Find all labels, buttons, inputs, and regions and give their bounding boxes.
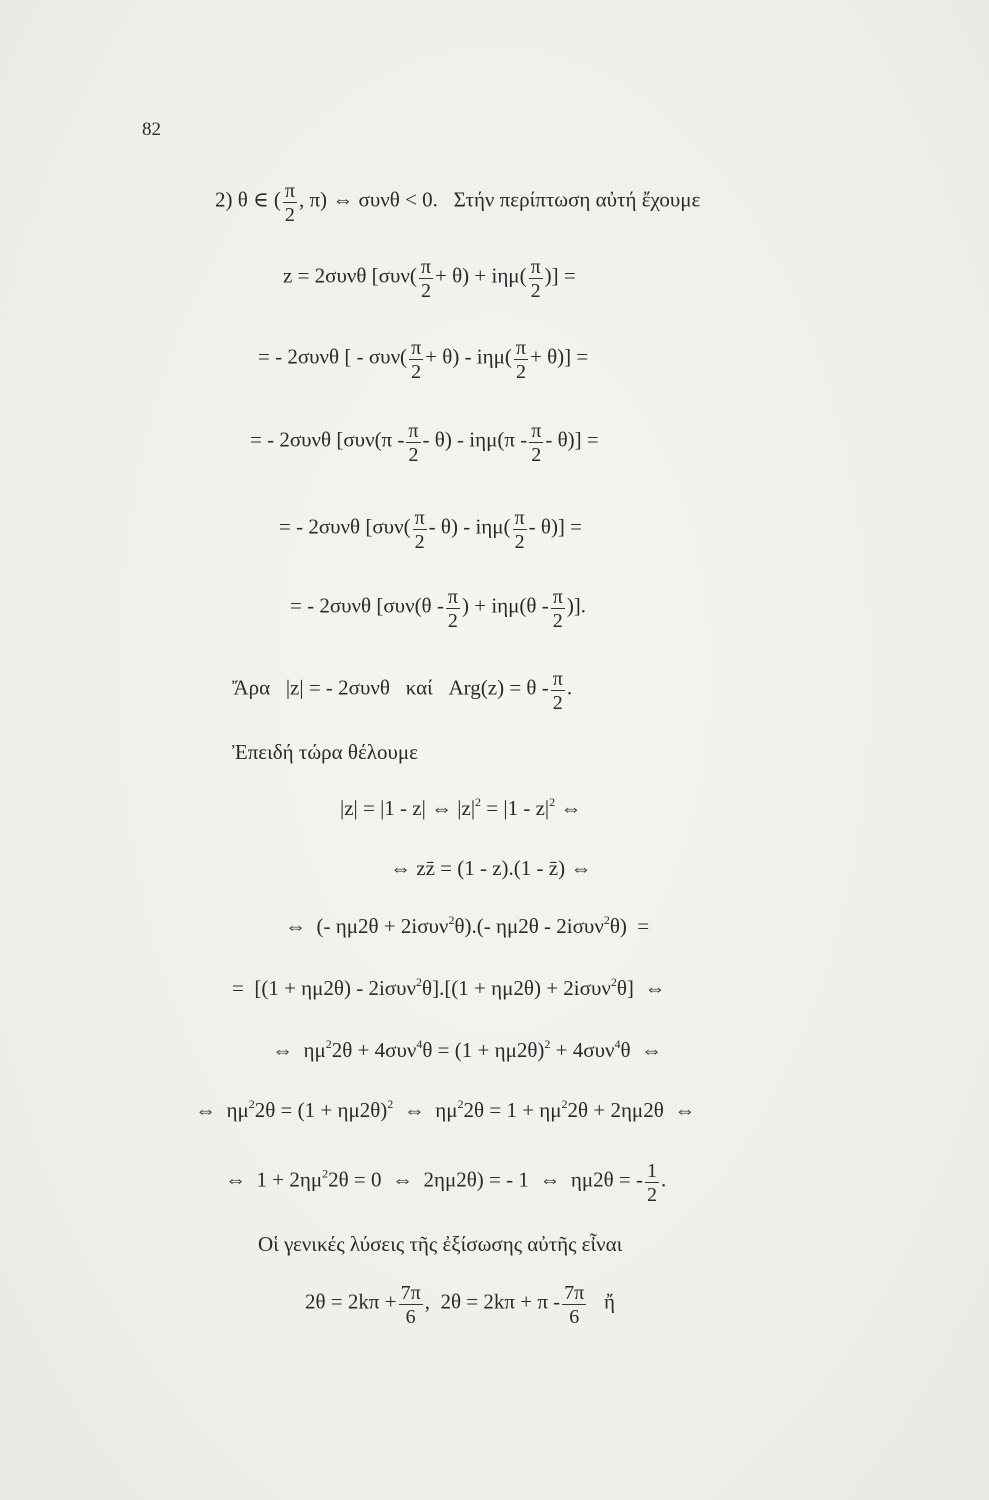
fraction-pi-over-2: $\frac{\pi}{2}$ [284, 180, 295, 226]
case-2-condition: 2) θ ∈ ( $\frac{\pi}{2}$ , π) ⇔ συνθ < 0. Στήν περίπτωση αὐτή ἔχουμε [215, 180, 701, 226]
equation-modulus-condition: |z| = |1 - z| ⇔ $|z|^2 = |1 - z|^2$ ⇔ [340, 795, 582, 820]
equation-general-solutions: 2θ = 2kπ + $\frac{7\pi}{6}$ , 2θ = 2kπ + π - $\frac{7\pi}{6}$ ἤ [305, 1282, 616, 1328]
equation-step-1: = - 2συνθ [ - συν( $\frac{\pi}{2}$ + θ) - iημ( $\frac{\pi}{2}$ + θ)] = [258, 337, 589, 383]
equation-expanded-left: ⇔ (- ημ2θ + 2iσυν$^2$θ).(- ημ2θ - 2iσυν$^2$θ) = [285, 913, 650, 938]
equation-step-2: = - 2συνθ [συν(π - $\frac{\pi}{2}$ - θ) - iημ(π - $\frac{\pi}{2}$ - θ)] = [250, 420, 599, 466]
equation-step-3: = - 2συνθ [συν( $\frac{\pi}{2}$ - θ) - iημ( $\frac{\pi}{2}$ - θ)] = [279, 507, 583, 553]
page-number: 82 [142, 119, 161, 140]
fraction-pi-over-2: $\frac{\pi}{2}$ [447, 586, 458, 632]
fraction-pi-over-2: $\frac{\pi}{2}$ [514, 507, 525, 553]
fraction-1-over-2: $\frac{1}{2}$ [647, 1160, 658, 1206]
fraction-pi-over-2: $\frac{\pi}{2}$ [414, 507, 425, 553]
fraction-7pi-over-6: $\frac{7\pi}{6}$ [564, 1282, 585, 1328]
equation-solve-sin: ⇔ $1 + 2\eta\mu^22\theta = 0$ ⇔ 2ημ2θ) = - 1 ⇔ ημ2θ = - $\frac{1}{2}$ . [225, 1160, 667, 1206]
fraction-pi-over-2: $\frac{\pi}{2}$ [411, 337, 422, 383]
equation-z-definition: z = 2συνθ [συν( $\frac{\pi}{2}$ + θ) + iημ( $\frac{\pi}{2}$ )] = [283, 256, 576, 302]
fraction-pi-over-2: $\frac{\pi}{2}$ [515, 337, 526, 383]
equation-conjugate-product: ⇔ zz̄ = (1 - z).(1 - z̄) ⇔ [390, 856, 592, 880]
equation-expanded-right: = [(1 + ημ2θ) - 2iσυν$^2$θ].[(1 + ημ2θ) + 2iσυν$^2$θ] ⇔ [232, 975, 666, 1000]
fraction-pi-over-2: $\frac{\pi}{2}$ [530, 256, 541, 302]
equation-step-4: = - 2συνθ [συν(θ - $\frac{\pi}{2}$ ) + iημ(θ - $\frac{\pi}{2}$ )]. [290, 586, 587, 632]
fraction-pi-over-2: $\frac{\pi}{2}$ [552, 586, 563, 632]
fraction-7pi-over-6: $\frac{7\pi}{6}$ [400, 1282, 421, 1328]
conclusion-modulus-argument: Ἄρα |z| = - 2συνθ καί Arg(z) = θ - $\frac{\pi}{2}$ . [232, 668, 573, 714]
equation-moduli-squared: ⇔ $\eta\mu^22\theta + 4\sigma\upsilon\nu^4\theta = (1 + \eta\mu 2\theta)^2 + 4\sigma\upsilon\nu^4\theta$ ⇔ [272, 1037, 663, 1062]
text-since-we-want: Ἐπειδή τώρα θέλουμε [232, 740, 418, 764]
fraction-pi-over-2: $\frac{\pi}{2}$ [420, 256, 431, 302]
equation-simplified: ⇔ $\eta\mu^22\theta = (1 + \eta\mu 2\theta)^2$ ⇔ $\eta\mu^22\theta = 1 + \eta\mu^22\theta + 2\eta\mu 2\theta$ ⇔ [195, 1097, 696, 1122]
fraction-pi-over-2: $\frac{\pi}{2}$ [531, 420, 542, 466]
text-general-solutions: Οἱ γενικές λύσεις τῆς ἐξίσωσης αὐτῆς εἶναι [258, 1232, 623, 1256]
fraction-pi-over-2: $\frac{\pi}{2}$ [552, 668, 563, 714]
fraction-pi-over-2: $\frac{\pi}{2}$ [408, 420, 419, 466]
